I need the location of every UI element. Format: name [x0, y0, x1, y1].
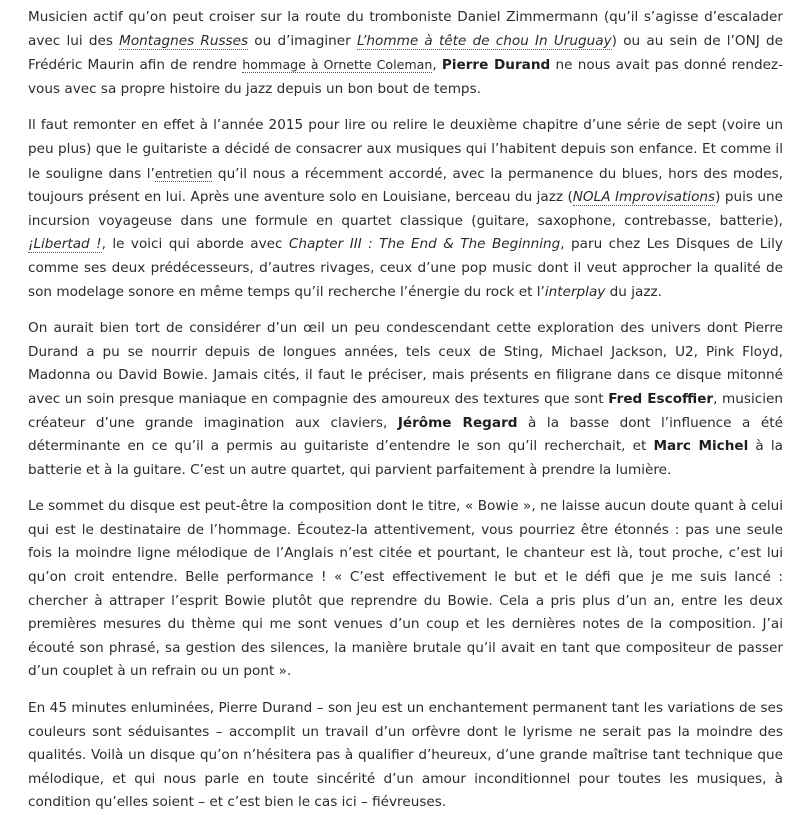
link-nola-improvisations[interactable]: NOLA Improvisations — [572, 189, 716, 206]
p3-text-3: à la basse dont l’influence a été déterminante en ce qu’il a permis au guitariste d’entendre le son qu’il recherchait, et — [28, 414, 783, 455]
p2-text-6: du jazz. — [605, 283, 662, 300]
p2-text-1: Il faut remonter en effet à l’année 2015 pour lire ou relire le deuxième chapitre d’une série de sept (voire un peu plus) que le guitariste a décidé de consacrer aux musiques qui l’habitent depuis son enfance. Et comme il le souligne dans l’ — [28, 117, 783, 182]
link-hommage-ornette-coleman[interactable]: hommage à Ornette Coleman — [242, 57, 433, 73]
name-pierre-durand: Pierre Durand — [441, 57, 551, 74]
paragraph-1 — [28, 6, 783, 101]
name-fred-escoffier: Fred Escoffier — [608, 390, 714, 407]
p3-text-4: à la batterie et à la guitare. C’est un autre quartet, qui parvient parfaitement à prendre la lumière. — [28, 438, 783, 478]
name-marc-michel: Marc Michel — [653, 438, 749, 455]
p1-text-5: ne nous avait pas donné rendez-vous avec sa propre histoire du jazz depuis un bon bout de temps. — [28, 57, 783, 97]
p2-text-4: , le voici qui aborde avec — [101, 236, 289, 253]
link-homme-tete-de-chou[interactable]: L’homme à tête de chou In Uruguay — [356, 32, 612, 49]
p3-text-1: On aurait bien tort de considérer d’un œil un peu condescendant cette exploration des univers dont Pierre Durand a pu se nourrir depuis de longues années, tels ceux de Sting, Michael Jackson, U2, Pink Floyd, Madonna ou David Bowie. Jamais cités, il faut le préciser, mais présents en filigrane dans ce disque mitonné avec un soin presque maniaque en compagnie des amoureux des textures que sont — [28, 320, 783, 407]
word-interplay: interplay — [544, 283, 606, 300]
paragraph-3 — [28, 317, 783, 482]
link-montagnes-russes[interactable]: Montagnes Russes — [119, 32, 249, 49]
paragraph-2 — [28, 114, 783, 304]
p1-text-2: ou d’imaginer — [248, 32, 357, 49]
link-libertad[interactable]: ¡Libertad ! — [28, 236, 102, 253]
p2-text-2: qu’il nous a récemment accordé, avec la permanence du blues, hors des modes, toujours présent en lui. Après une aventure solo en Louisiane, berceau du jazz ( — [28, 165, 783, 206]
p1-text-4: , — [432, 57, 442, 74]
album-title-chapter-iii: Chapter III : The End & The Beginning — [288, 236, 561, 253]
p2-text-5: , paru chez Les Disques de Lily comme ses deux prédécesseurs, d’autres rivages, ceux d’une pop music dont il veut approcher la qualité de son modelage sonore en même temps qu’il recherche l’énergie du rock et l’ — [28, 236, 783, 300]
p1-text-1: Musicien actif qu’on peut croiser sur la route du tromboniste Daniel Zimmermann (qu’il s’agisse d’escalader avec lui des — [28, 9, 783, 49]
paragraph-4: Le sommet du disque est peut-être la composition dont le titre, « Bowie », ne laisse aucun doute quant à celui qui est le destinataire de l’hommage. Écoutez-la attentivement, vous pourriez être étonnés : pas une seule fois la moindre ligne mélodique de l’Anglais n’est citée et pourtant, le chanteur est là, tout proche, c’est lui qu’on croit entendre. Belle performance ! « C’est effectivement le but et le défi que je me suis lancé : chercher à attraper l’esprit Bowie plutôt que reprendre du Bowie. Cela a pris plus d’un an, entre les deux premières mesures du thème qui me sont venues d’un coup et les dernières notes de la composition. J’ai écouté son phrasé, sa gestion des silences, la manière brutale qu’il avait en tant que compositeur de passer d’un couplet à un refrain ou un pont ». — [28, 498, 783, 680]
p3-text-2: , musicien créateur d’une grande imagination aux claviers, — [28, 390, 783, 431]
paragraph-5: En 45 minutes enluminées, Pierre Durand – son jeu est un enchantement permanent tant les variations de ses couleurs sont séduisantes – accomplit un travail d’un orfèvre dont le lyrisme ne serait pas la moindre des qualités. Voilà un disque qu’on n’hésitera pas à qualifier d’heureux, d’une grande maîtrise tant technique que mélodique, et qui nous parle en toute sincérité d’un amour inconditionnel pour toutes les musiques, à condition qu’elles soient – et c’est bien le cas ici – fiévreuses. — [28, 700, 783, 811]
p2-text-3: ) puis une incursion voyageuse dans une formule en quartet classique (guitare, saxophone, contrebasse, batterie), — [28, 189, 783, 229]
name-jerome-regard: Jérôme Regard — [397, 414, 518, 431]
p1-text-3: ) ou au sein de l’ONJ de Frédéric Maurin afin de rendre — [28, 32, 784, 74]
link-entretien[interactable]: entretien — [154, 165, 213, 181]
